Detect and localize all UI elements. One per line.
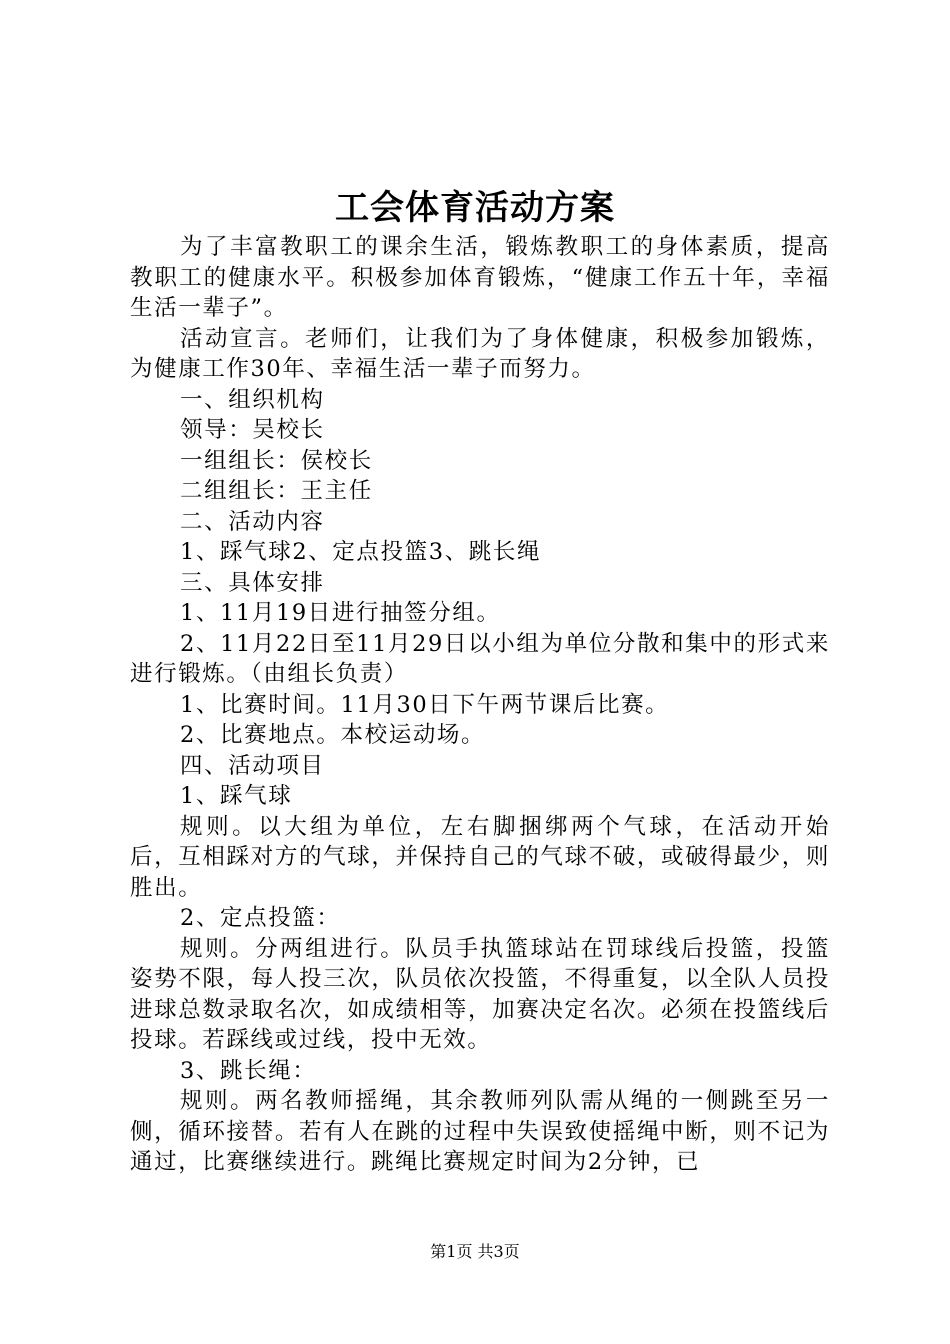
paragraph-match-venue: 2、比赛地点。本校运动场。 (180, 722, 486, 748)
section-heading-organization: 一、组织机构 (180, 386, 325, 413)
event-heading-balloon: 1、踩气球 (180, 783, 293, 809)
paragraph-leader: 领导：吴校长 (180, 417, 325, 443)
paragraph-declaration: 活动宣言。老师们，让我们为了身体健康，积极参加锻炼，为健康工作30年、幸福生活一辈子而努力。 (130, 325, 830, 382)
paragraph-activity-list: 1、踩气球2、定点投篮3、跳长绳 (180, 539, 542, 565)
paragraph-training: 2、11月22日至11月29日以小组为单位分散和集中的形式来进行锻炼。（由组长负责） (130, 630, 830, 687)
document-body (130, 232, 830, 1178)
section-heading-events: 四、活动项目 (180, 752, 325, 779)
paragraph-group2-leader: 二组组长：王主任 (180, 478, 373, 504)
paragraph-draw-lots: 1、11月19日进行抽签分组。 (180, 600, 501, 626)
page-footer: 第1页 共3页 (430, 1242, 520, 1261)
event-heading-rope: 3、跳长绳： (180, 1057, 317, 1084)
paragraph-intro: 为了丰富教职工的课余生活，锻炼教职工的身体素质，提高教职工的健康水平。积极参加体育锻炼，“健康工作五十年，幸福生活一辈子”。 (130, 234, 830, 321)
event-heading-shooting: 2、定点投篮： (180, 905, 341, 931)
paragraph-match-time: 1、比赛时间。11月30日下午两节课后比赛。 (180, 691, 670, 718)
section-heading-content: 二、活动内容 (180, 508, 325, 535)
section-heading-arrangement: 三、具体安排 (180, 569, 325, 596)
paragraph-balloon-rules: 规则。以大组为单位，左右脚捆绑两个气球，在活动开始后，互相踩对方的气球，并保持自己的气球不破，或破得最少，则胜出。 (130, 813, 830, 901)
document-title: 工会体育活动方案 (335, 188, 615, 228)
paragraph-group1-leader: 一组组长：侯校长 (180, 447, 373, 474)
paragraph-shooting-rules: 规则。分两组进行。队员手执篮球站在罚球线后投篮，投篮姿势不限，每人投三次，队员依次投篮，不得重复，以全队人员投进球总数录取名次，如成绩相等，加赛决定名次。必须在投篮线后投球。若踩线或过线，投中无效。 (130, 935, 830, 1053)
paragraph-rope-rules: 规则。两名教师摇绳，其余教师列队需从绳的一侧跳至另一侧，循环接替。若有人在跳的过程中失误致使摇绳中断，则不记为通过，比赛继续进行。跳绳比赛规定时间为2分钟，已 (130, 1088, 830, 1175)
